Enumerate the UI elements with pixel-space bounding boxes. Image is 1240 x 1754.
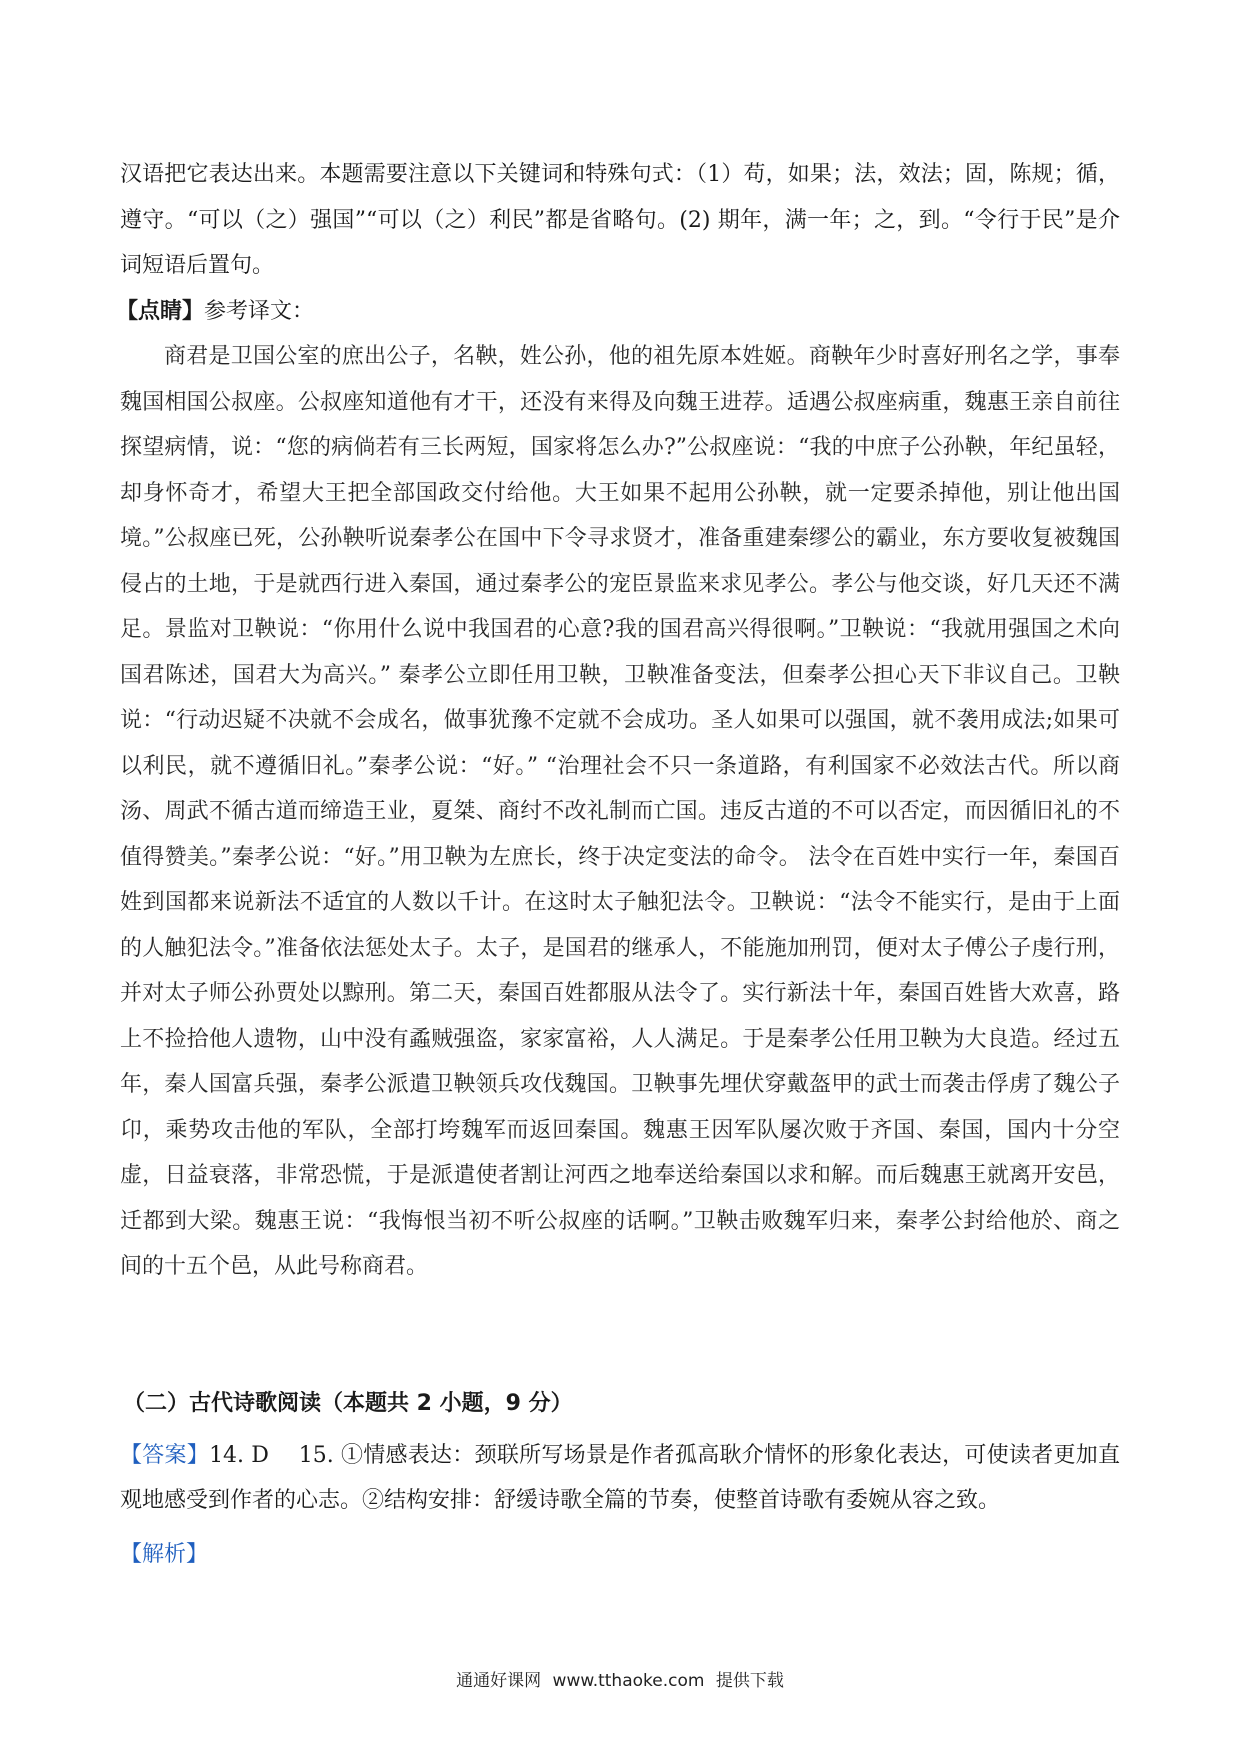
reference-translation: 商君是卫国公室的庶出公子，名鞅，姓公孙，他的祖先原本姓姬。商鞅年少时喜好刑名之学，事奉魏国相国公叔座。公叔座知道他有才干，还没有来得及向魏王进荐。适遇公叔座病重，魏惠王亲自前往探望病情，说：“您的病倘若有三长两短，国家将怎么办?”公叔座说：“我的中庶子公孙鞅，年纪虽轻，却身怀奇才，希望大王把全部国政交付给他。大王如果不起用公孙鞅，就一定要杀掉他，别让他出国境。”公叔座已死，公孙鞅听说秦孝公在国中下令寻求贤才，准备重建秦缪公的霸业，东方要收复被魏国侵占的土地，于是就西行进入秦国，通过秦孝公的宠臣景监来求见孝公。孝公与他交谈，好几天还不满足。景监对卫鞅说：“你用什么说中我国君的心意?我的国君高兴得很啊。”卫鞅说：“我就用强国之术向国君陈述，国君大为高兴。” 秦孝公立即任用卫鞅，卫鞅准备变法，但秦孝公担心天下非议自己。卫鞅说：“行动迟疑不决就不会成名，做事犹豫不定就不会成功。圣人如果可以强国，就不袭用成法;如果可以利民，就不遵循旧礼。”秦孝公说：“好。” “治理社会不只一条道路，有利国家不必效法古代。所以商汤、周武不循古道而缔造王业，夏桀、商纣不改礼制而亡国。违反古道的不可以否定，而因循旧礼的不值得赞美。”秦孝公说：“好。”用卫鞅为左庶长，终于决定变法的命令。 法令在百姓中实行一年，秦国百姓到国都来说新法不适宜的人数以千计。在这时太子触犯法令。卫鞅说：“法令不能实行，是由于上面的人触犯法令。”准备依法惩处太子。太子，是国君的继承人，不能施加刑罚，便对太子傅公子虔行刑，并对太子师公孙贾处以黥刑。第二天，秦国百姓都服从法令了。实行新法十年，秦国百姓皆大欢喜，路上不捡拾他人遗物，山中没有蟊贼强盗，家家富裕，人人满足。于是秦孝公任用卫鞅为大良造。经过五年，秦人国富兵强，秦孝公派遣卫鞅领兵攻伐魏国。卫鞅事先埋伏穿戴盔甲的武士而袭击俘虏了魏公子卬，乘势攻击他的军队，全部打垮魏军而返回秦国。魏惠王因军队屡次败于齐国、秦国，国内十分空虚，日益衰落，非常恐慌，于是派遣使者割让河西之地奉送给秦国以求和解。而后魏惠王就离开安邑，迁都到大梁。魏惠王说：“我悔恨当初不听公叔座的话啊。”卫鞅击败魏军归来，秦孝公封给他於、商之间的十五个邑，从此号称商君。 [120, 344, 1120, 1279]
footer-suffix: 提供下载 [715, 1671, 784, 1691]
answer-block [120, 1433, 1120, 1523]
footer-site-name: 通通好课网 [456, 1671, 542, 1691]
analysis-paragraph: 汉语把它表达出来。本题需要注意以下关键词和特殊句式：（1）苟，如果；法，效法；固，陈规；循，遵守。“可以（之）强国”“可以（之）利民”都是省略句。(2) 期年，满一年；之，到。“令行于民”是介词短语后置句。 [120, 162, 1120, 278]
answer-label: 【答案】 [120, 1443, 210, 1468]
answer-text: 14. D 15. ①情感表达：颈联所写场景是作者孤高耿介情怀的形象化表达，可使读者更加直观地感受到作者的心志。②结构安排：舒缓诗歌全篇的节奏，使整首诗歌有委婉从容之致。 [120, 1443, 1120, 1513]
footer-url[interactable]: www.tthaoke.com [552, 1671, 705, 1691]
section-heading: （二）古代诗歌阅读（本题共 2 小题，9 分） [123, 1391, 573, 1416]
main-content [116, 152, 1120, 1290]
jiexi-label: 【解析】 [120, 1542, 209, 1567]
dianjing-paragraph [116, 289, 1120, 335]
page-footer [0, 1666, 1240, 1691]
dianjing-label: 【点睛】 [116, 297, 205, 324]
dianjing-text: 参考译文： [204, 298, 315, 324]
answer-paragraph [120, 1433, 1120, 1523]
